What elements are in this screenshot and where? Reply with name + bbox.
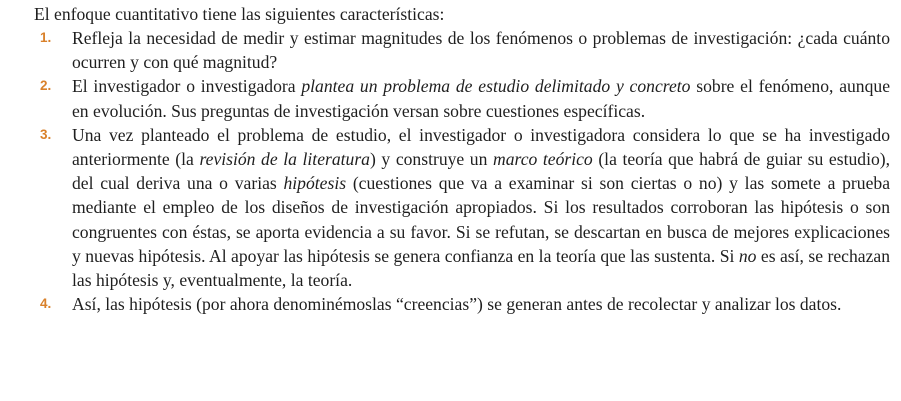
emphasized-text: revisión de la literatura: [199, 149, 370, 170]
list-item: [34, 26, 890, 74]
emphasized-text: hipótesis: [283, 173, 347, 194]
body-text: Refleja la necesidad de medir y estimar magnitudes de los fenómenos o problemas de investigación: ¿cada cuánto ocurren y con qué magnitud?: [72, 28, 890, 73]
body-text: Así, las hipótesis (por ahora denominémoslas “creencias”) se generan antes de recolectar y analizar los datos.: [72, 294, 842, 315]
list-item: [34, 74, 890, 122]
body-text: El investigador o investigadora: [72, 76, 302, 97]
body-text: es así, se rechazan las hipótesis y, eventualmente, la teoría.: [72, 245, 890, 291]
body-text: sobre el fenómeno, aunque en evolución. Sus preguntas de investigación versan sobre cuestiones específicas.: [72, 76, 891, 121]
list-item-number: 4.: [40, 296, 52, 312]
list-item: [34, 292, 890, 316]
intro-paragraph: El enfoque cuantitativo tiene las siguientes características:: [34, 4, 445, 24]
list-item: [34, 123, 890, 292]
characteristics-list: [34, 26, 890, 316]
body-text: Una vez planteado el problema de estudio, el investigador o investigadora considera lo que se ha investigado anteriormente (la: [72, 124, 890, 170]
list-item-number: 3.: [40, 126, 52, 142]
emphasized-text: no: [738, 245, 757, 266]
emphasized-text: marco teórico: [493, 149, 593, 170]
list-item-number: 1.: [40, 30, 52, 45]
body-text: ) y construye un: [369, 149, 493, 170]
body-text: (cuestiones que va a examinar si son ciertas o no) y las somete a prueba mediante el empleo de los diseños de investigación apropiados. Si los resultados corroboran las hipótesis o son congruentes con éstas, se aporta evidencia a su favor. Si se refutan, se descartan en busca de mejores explicaciones y nuevas hipótesis. Al apoyar las hipótesis se genera confianza en la teoría que las sustenta. Si: [72, 173, 890, 266]
list-item-number: 2.: [40, 78, 52, 94]
emphasized-text: plantea un problema de estudio delimitado y concreto: [301, 76, 691, 97]
body-text: (la teoría que habrá de guiar su estudio), del cual deriva una o varias: [72, 149, 891, 194]
